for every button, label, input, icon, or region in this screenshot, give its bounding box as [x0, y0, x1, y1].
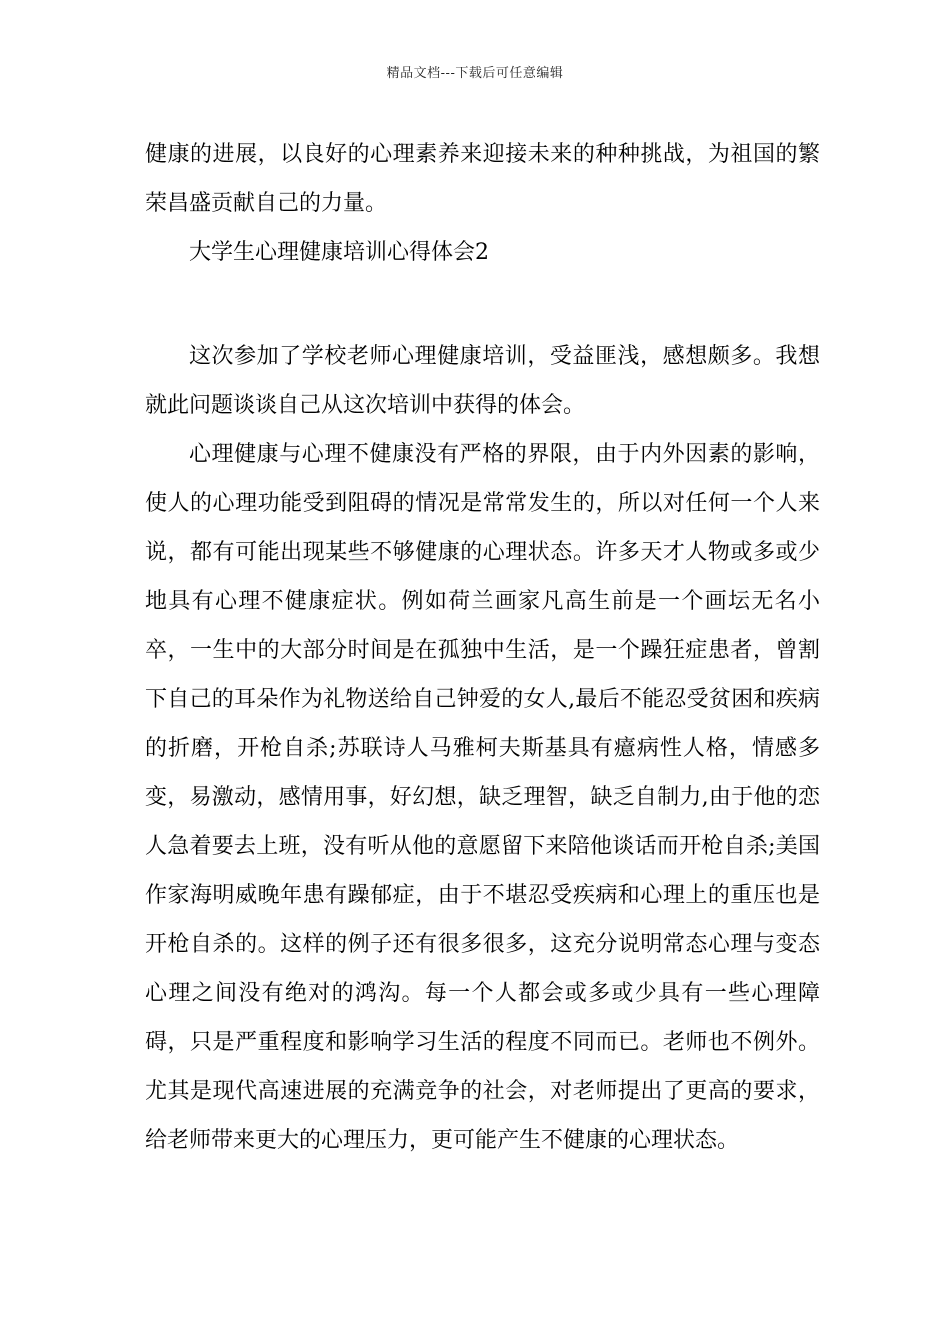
paragraph-intro: 这次参加了学校老师心理健康培训，受益匪浅，感想颇多。我想就此问题谈谈自己从这次培训中获得的体会。: [145, 344, 820, 418]
paragraph-main: 心理健康与心理不健康没有严格的界限，由于内外因素的影响，使人的心理功能受到阻碍的情况是常常发生的，所以对任何一个人来说，都有可能出现某些不够健康的心理状态。许多天才人物或多或少地具有心理不健康症状。例如荷兰画家凡高生前是一个画坛无名小卒，一生中的大部分时间是在孤独中生活，是一个躁狂症患者，曾割下自己的耳朵作为礼物送给自己钟爱的女人,最后不能忍受贫困和疾病的折磨，开枪自杀;苏联诗人马雅柯夫斯基具有癔病性人格，情感多变，易激动，感情用事，好幻想，缺乏理智，缺乏自制力,由于他的恋人急着要去上班，没有听从他的意愿留下来陪他谈话而开枪自杀;美国作家海明威晚年患有躁郁症，由于不堪忍受疾病和心理上的重压也是开枪自杀的。这样的例子还有很多很多，这充分说明常态心理与变态心理之间没有绝对的鸿沟。每一个人都会或多或少具有一些心理障碍，只是严重程度和影响学习生活的程度不同而已。老师也不例外。尤其是现代高速进展的充满竞争的社会，对老师提出了更高的要求，给老师带来更大的心理压力，更可能产生不健康的心理状态。: [145, 442, 820, 1153]
document-body: [145, 130, 820, 1165]
section-title: 大学生心理健康培训心得体会2: [189, 240, 489, 265]
section-gap: [145, 277, 820, 332]
continued-paragraph: 健康的进展，以良好的心理素养来迎接未来的种种挑战，为祖国的繁荣昌盛贡献自己的力量。: [145, 142, 820, 216]
page-header: 精品文档---下载后可任意编辑: [386, 66, 564, 81]
